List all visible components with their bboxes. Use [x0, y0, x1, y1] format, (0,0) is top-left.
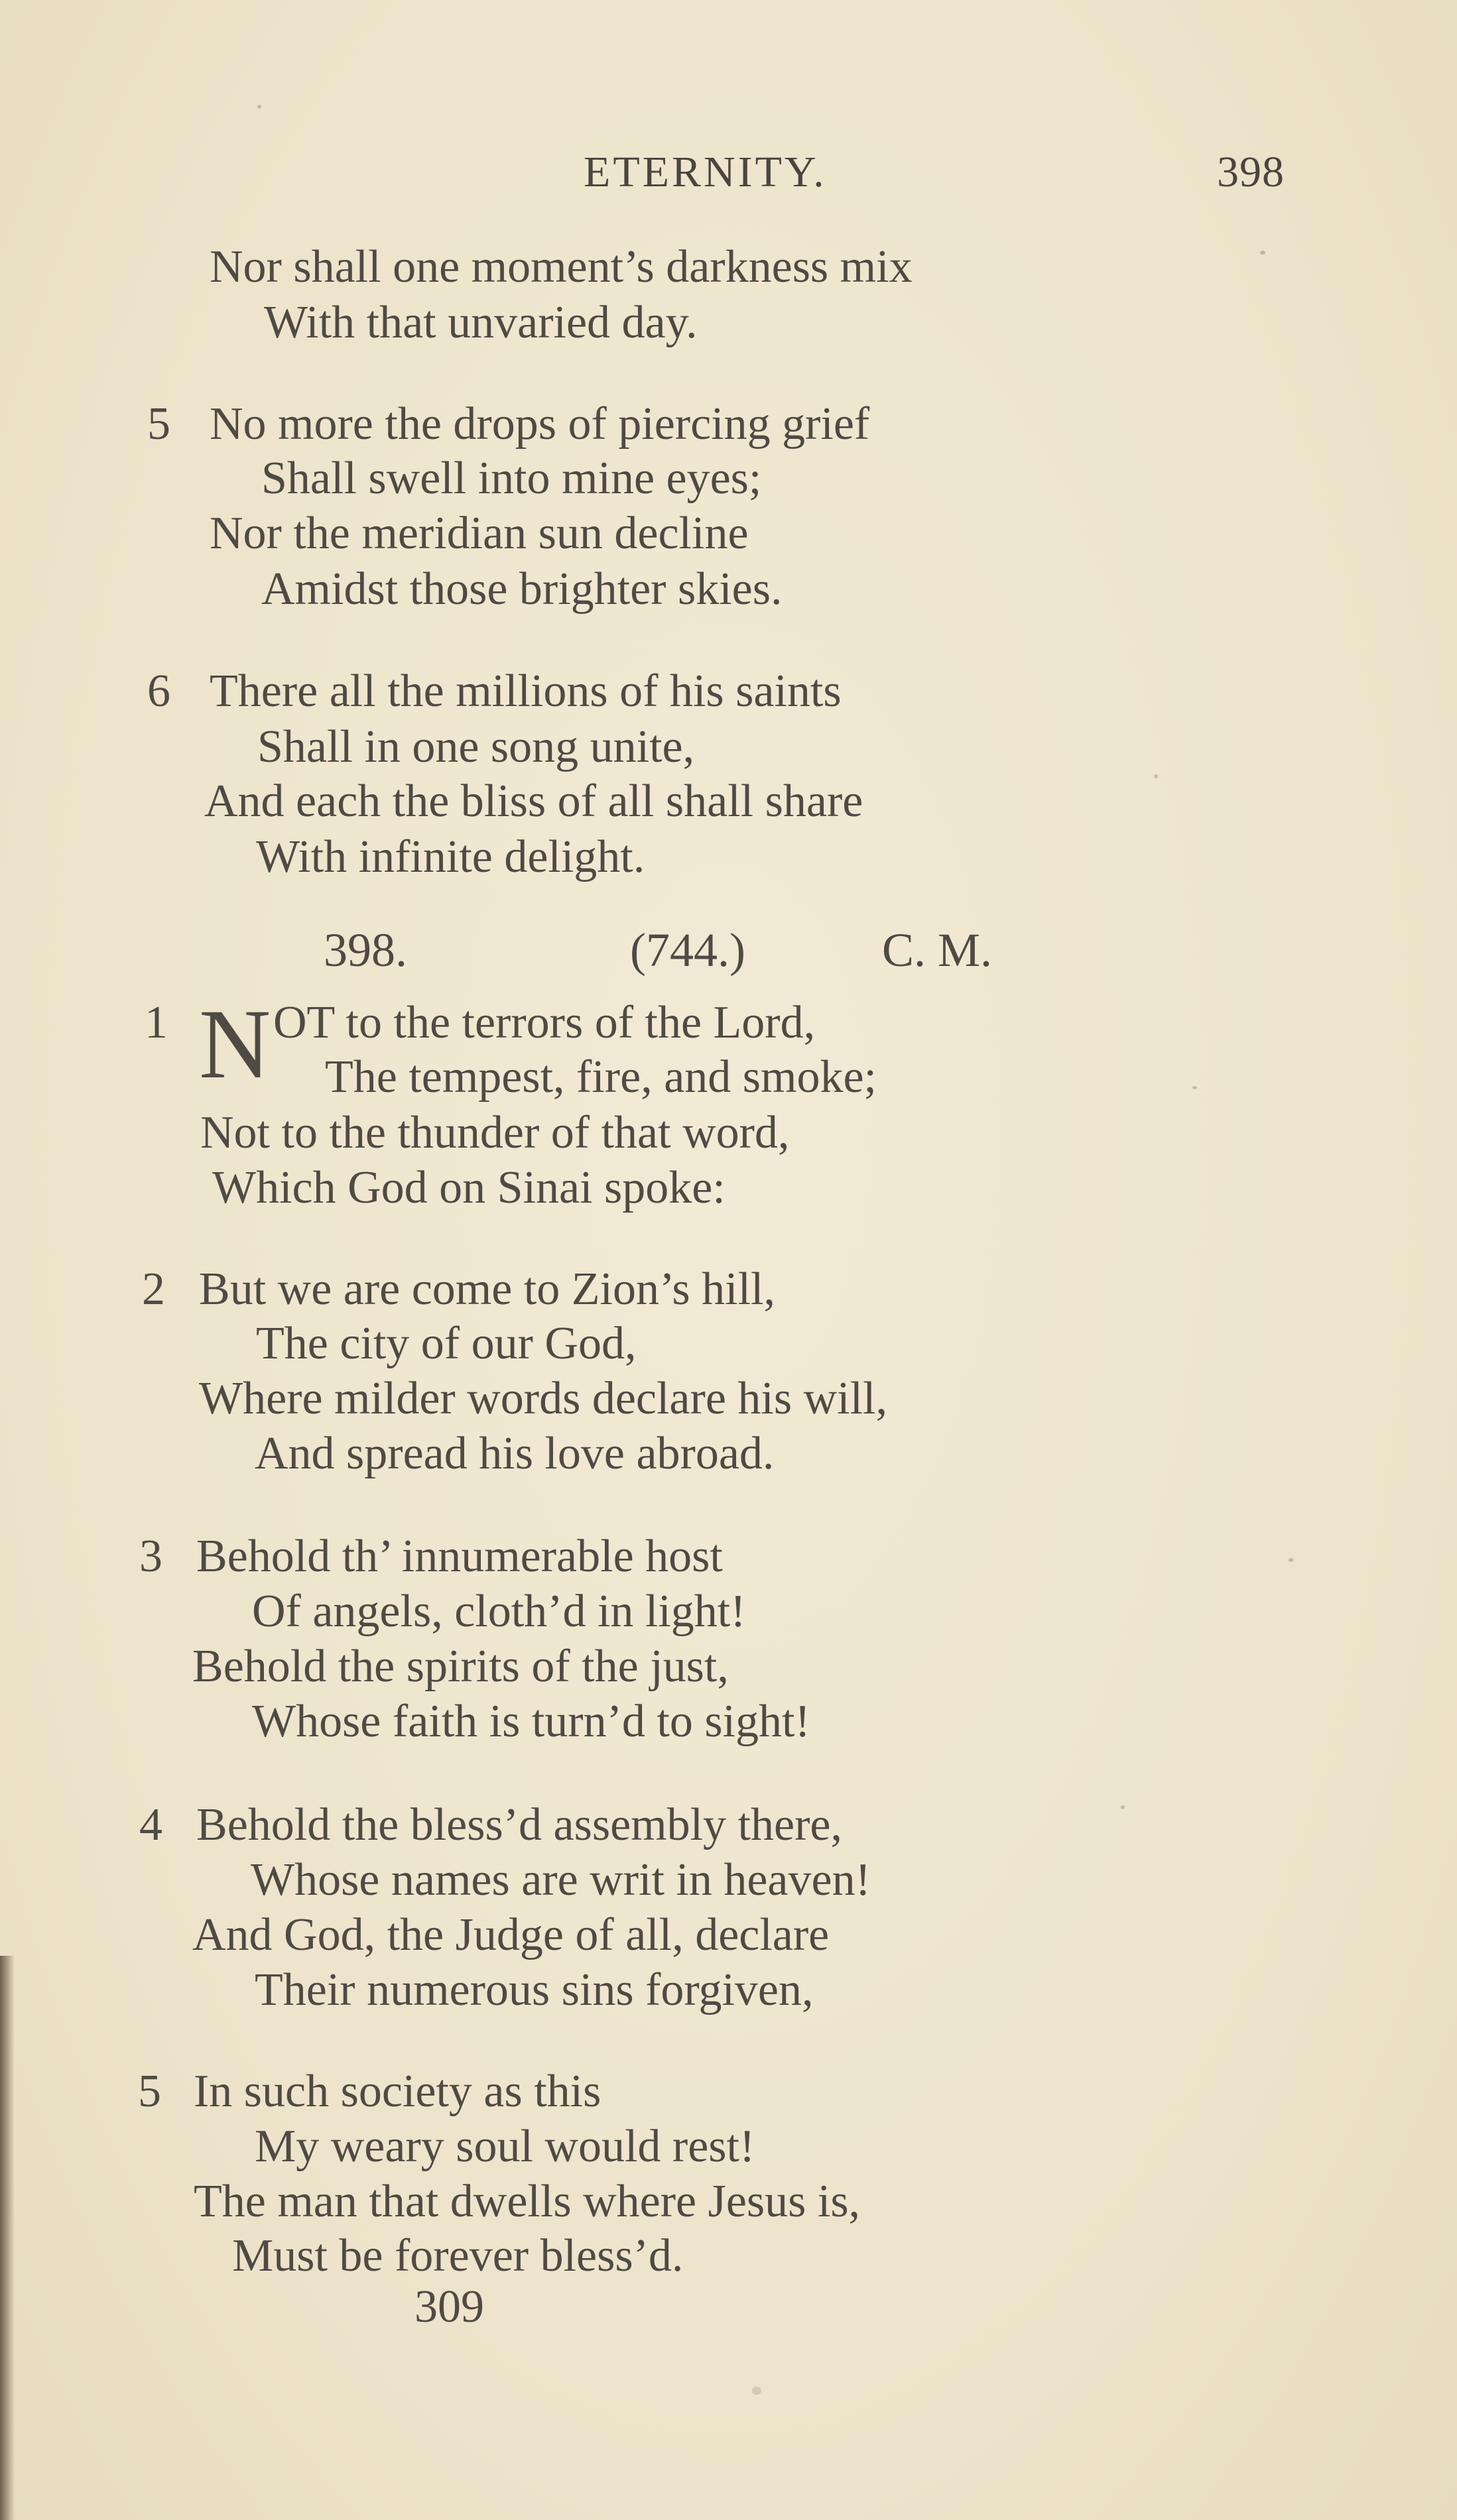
stanza-number: 4 — [139, 1799, 162, 1850]
verse-line: No more the drops of piercing grief — [210, 398, 870, 450]
verse-line: Behold the bless’d assembly there, — [196, 1799, 842, 1850]
paper-speck — [1192, 1086, 1197, 1089]
verse-line: OT to the terrors of the Lord, — [273, 997, 816, 1048]
page-number: 398 — [1217, 148, 1285, 196]
verse-line: The city of our God, — [256, 1318, 637, 1369]
verse-line: The tempest, fire, and smoke; — [325, 1051, 877, 1103]
stanza-number: 1 — [145, 997, 168, 1048]
stanza-number: 5 — [138, 2066, 161, 2117]
verse-line: With infinite delight. — [256, 831, 645, 882]
continuation-line: Nor shall one moment’s darkness mix — [210, 241, 913, 292]
verse-line: Their numerous sins forgiven, — [255, 1964, 814, 2015]
verse-line: My weary soul would rest! — [255, 2121, 755, 2172]
page-edge-shadow — [0, 1956, 15, 2520]
verse-line: Behold th’ innumerable host — [196, 1531, 723, 1582]
verse-line: Not to the thunder of that word, — [200, 1107, 790, 1158]
continuation-line: With that unvaried day. — [264, 297, 698, 348]
verse-line: Where milder words declare his will, — [199, 1373, 887, 1424]
printer-signature: 309 — [414, 2281, 484, 2332]
verse-line: Shall in one song unite, — [257, 721, 695, 772]
verse-line: But we are come to Zion’s hill, — [199, 1264, 775, 1315]
verse-line: Whose names are writ in heaven! — [251, 1854, 871, 1905]
hymn-number: 398. — [324, 924, 407, 977]
paper-speck — [1121, 1805, 1125, 1809]
stanza-number: 3 — [139, 1531, 162, 1582]
verse-line: In such society as this — [194, 2066, 602, 2117]
verse-line: Amidst those brighter skies. — [261, 564, 783, 615]
verse-line: Nor the meridian sun decline — [210, 508, 749, 559]
verse-line: Behold the spirits of the just, — [192, 1641, 729, 1692]
paper-speck — [752, 2387, 761, 2395]
paper-speck — [257, 105, 261, 109]
hymn-meter: C. M. — [882, 924, 993, 977]
verse-line: And spread his love abroad. — [255, 1428, 775, 1479]
verse-line: Shall swell into mine eyes; — [261, 453, 762, 504]
verse-line: Which God on Sinai spoke: — [212, 1162, 726, 1213]
verse-line: There all the millions of his saints — [210, 666, 842, 717]
verse-line: Must be forever bless’d. — [232, 2230, 684, 2281]
stanza-number: 2 — [142, 1264, 165, 1315]
verse-line: And each the bliss of all shall share — [204, 776, 863, 827]
paper-speck — [1154, 774, 1158, 778]
running-head-title: ETERNITY. — [584, 148, 827, 196]
stanza-number: 5 — [147, 398, 170, 450]
drop-cap: N — [199, 989, 271, 1099]
verse-line: And God, the Judge of all, declare — [192, 1909, 830, 1960]
paper-speck — [1289, 1558, 1293, 1562]
paper-speck — [1260, 251, 1265, 255]
verse-line: The man that dwells where Jesus is, — [194, 2176, 861, 2227]
hymn-reference: (744.) — [630, 924, 745, 977]
verse-line: Of angels, cloth’d in light! — [252, 1586, 746, 1637]
verse-line: Whose faith is turn’d to sight! — [252, 1696, 810, 1747]
stanza-number: 6 — [147, 666, 170, 717]
